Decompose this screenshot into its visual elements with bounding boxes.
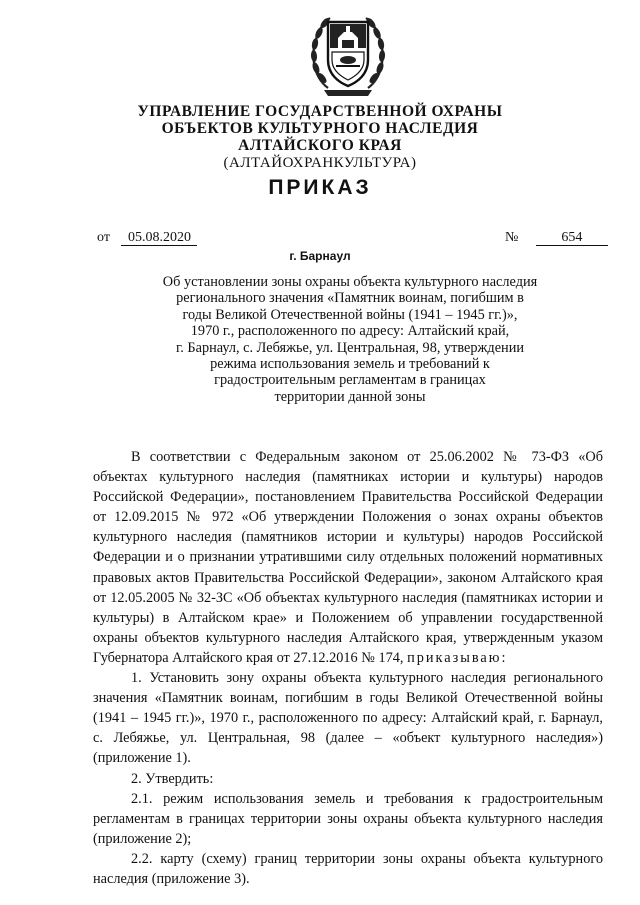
date-value: 05.08.2020: [121, 230, 197, 246]
subject-line: г. Барнаул, с. Лебяжье, ул. Центральная, 98, утверждении: [176, 339, 524, 356]
preamble-paragraph: [93, 447, 603, 668]
order-subject: [140, 274, 560, 405]
organization-header: [0, 103, 640, 172]
org-name-line1: УПРАВЛЕНИЕ ГОСУДАРСТВЕННОЙ ОХРАНЫ: [137, 103, 503, 120]
order-item-2: 2. Утвердить:: [131, 770, 214, 787]
coat-of-arms-icon: [306, 8, 390, 100]
order-word: приказываю:: [407, 649, 508, 666]
order-item-1: 1. Установить зону охраны объекта культурного наследия регионального значения «Памятник воинам, погибшим в годы Великой Отечественной войны (1941 – 1945 гг.)», 1970 г., расположенного по адресу: Алтайский край, г. Барнаул, с. Лебяжье, ул. Центральная, 98 (далее – «объект культурного наследия») (приложение 1).: [93, 670, 603, 767]
subject-line: градостроительным регламентам в границах: [214, 372, 486, 389]
org-abbreviation: (АЛТАЙОХРАНКУЛЬТУРА): [223, 155, 417, 171]
subject-line: регионального значения «Памятник воинам, погибшим в: [176, 290, 524, 307]
city-label: г. Барнаул: [289, 249, 351, 263]
subject-line: 1970 г., расположенного по адресу: Алтайский край,: [190, 323, 510, 340]
order-item-2-1: 2.1. режим использования земель и требования к градостроительным регламентам в границах территории зоны охраны объекта культурного наследия (приложение 2);: [93, 790, 603, 847]
preamble-text: В соответствии с Федеральным законом от 25.06.2002 № 73-ФЗ «Об объектах культурного наследия (памятниках истории и культуры) народов Российской Федерации», постановлением Правительства Российской Федерации от 12.09.2015 № 972 «Об утверждении Положения о зонах охраны объектов культурного наследия (памятников истории и культуры) народов Российской Федерации и о признании утратившими силу отдельных положений нормативных правовых актов Правительства Российской Федерации», законом Алтайского края от 12.05.2005 № 32-ЗС «Об объектах культурного наследия (памятниках истории и культуры) в Алтайском крае» и Положением об управлении государственной охраны объектов культурного наследия Алтайского края, утвержденным указом Губернатора Алтайского края от 27.12.2016 № 174,: [93, 449, 603, 666]
subject-line: режима использования земель и требований к: [210, 356, 490, 373]
number-field: [505, 230, 608, 246]
number-value: 654: [536, 230, 608, 246]
subject-line: территории данной зоны: [274, 388, 426, 405]
order-body: [93, 447, 603, 889]
subject-line: Об установлении зоны охраны объекта культурного наследия: [162, 274, 538, 290]
number-label: №: [505, 230, 519, 245]
date-field: [97, 230, 197, 246]
org-name-line2: ОБЪЕКТОВ КУЛЬТУРНОГО НАСЛЕДИЯ: [161, 120, 479, 137]
subject-line: годы Великой Отечественной войны (1941 – 1945 гг.)»,: [182, 306, 518, 323]
org-name-line3: АЛТАЙСКОГО КРАЯ: [238, 137, 402, 154]
date-label: от: [97, 230, 110, 245]
order-item-2-2: 2.2. карту (схему) границ территории зоны охраны объекта культурного наследия (приложение 3).: [93, 850, 603, 887]
document-type-title: ПРИКАЗ: [268, 176, 372, 199]
